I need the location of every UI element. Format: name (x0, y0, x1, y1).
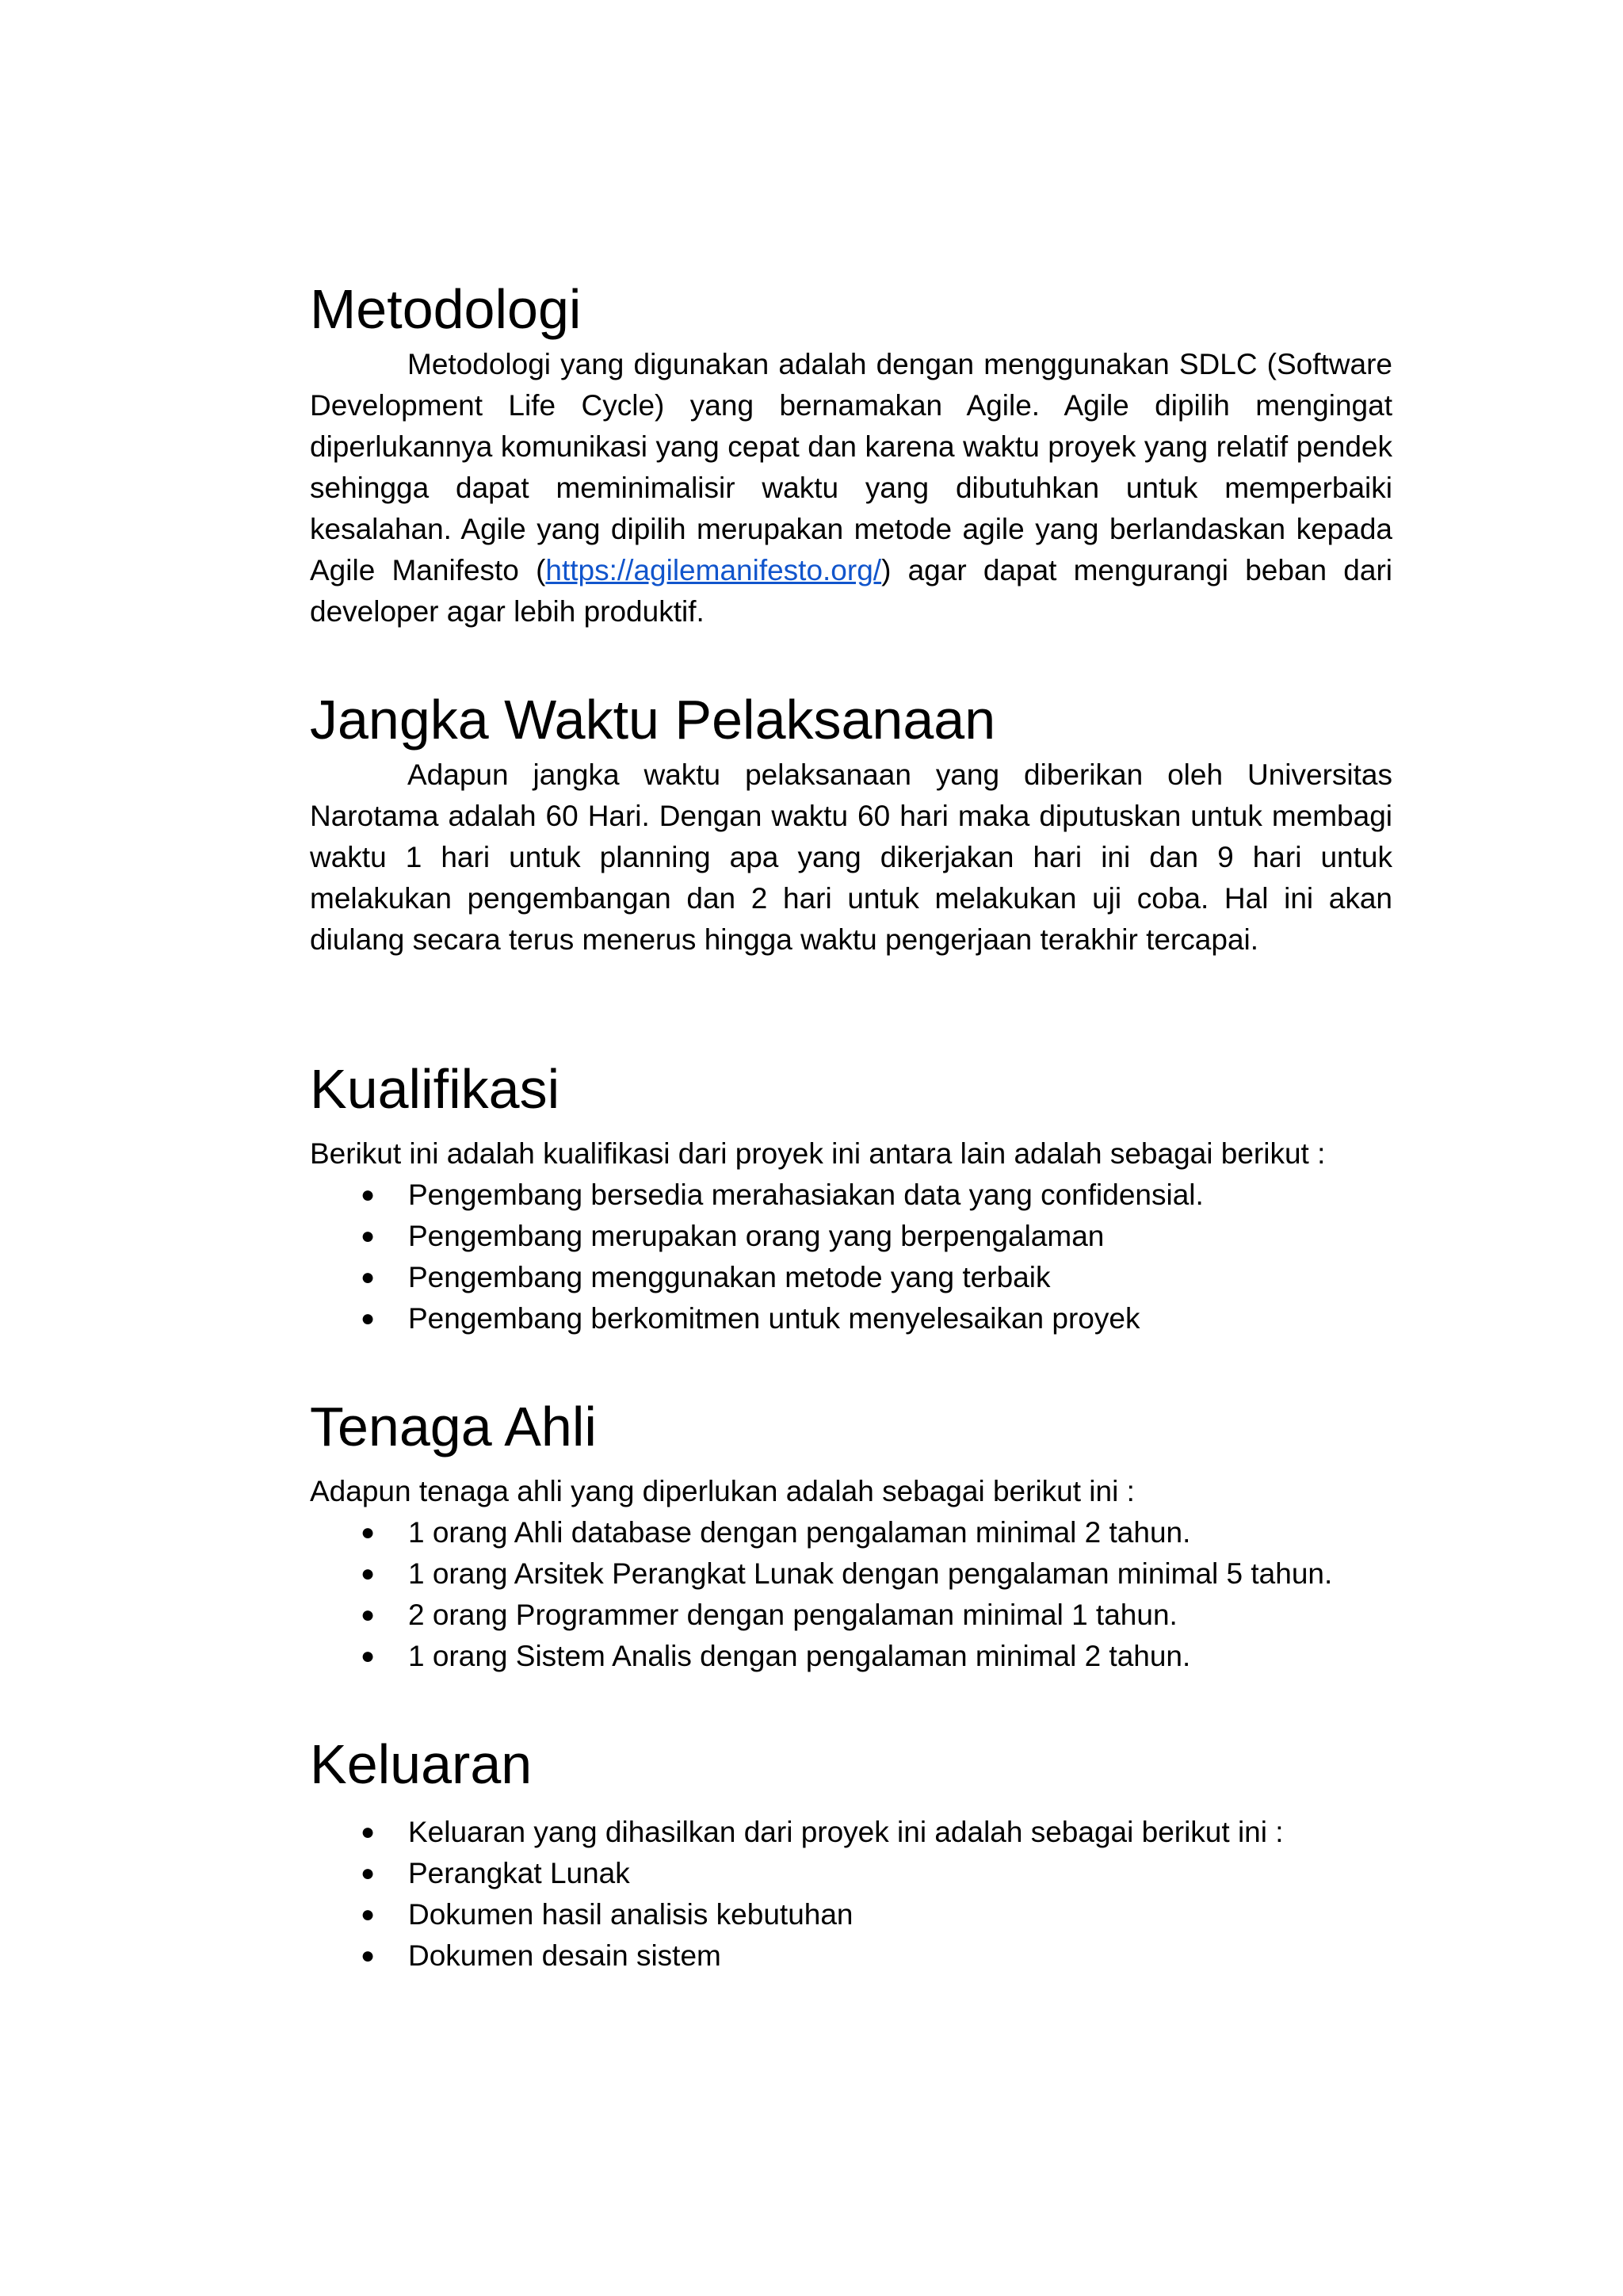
list-item (310, 1553, 1392, 1595)
section-jangka-waktu (310, 688, 1392, 961)
list-item-text: Perangkat Lunak (408, 1857, 630, 1889)
list-item (310, 1636, 1392, 1677)
bullet-icon: ● (361, 1305, 376, 1331)
bullet-icon: ● (361, 1901, 376, 1927)
section-keluaran (310, 1733, 1392, 1977)
list-item-text: Keluaran yang dihasilkan dari proyek ini adalah sebagai berikut ini : (408, 1816, 1284, 1848)
list-item-text: Pengembang bersedia merahasiakan data yang confidensial. (408, 1179, 1204, 1211)
agile-manifesto-link[interactable]: https://agilemanifesto.org/ (545, 554, 882, 586)
bullet-icon: ● (361, 1943, 376, 1969)
keluaran-list (310, 1812, 1392, 1977)
list-item (310, 1512, 1392, 1553)
bullet-icon: ● (361, 1860, 376, 1886)
bullet-icon: ● (361, 1223, 376, 1249)
bullet-icon: ● (361, 1182, 376, 1208)
kualifikasi-intro: Berikut ini adalah kualifikasi dari proyek ini antara lain adalah sebagai berikut : (310, 1137, 1326, 1170)
bullet-icon: ● (361, 1519, 376, 1545)
list-item-text: Dokumen hasil analisis kebutuhan (408, 1898, 854, 1931)
section-heading-keluaran: Keluaran (310, 1733, 533, 1795)
section-heading-tenaga-ahli: Tenaga Ahli (310, 1396, 597, 1457)
list-item-text: Pengembang menggunakan metode yang terbaik (408, 1261, 1051, 1293)
list-item (310, 1216, 1392, 1257)
bullet-icon: ● (361, 1819, 376, 1845)
section-tenaga-ahli (310, 1395, 1392, 1677)
list-item-text: 1 orang Sistem Analis dengan pengalaman minimal 2 tahun. (408, 1640, 1191, 1672)
paragraph-metodologi (310, 344, 1392, 632)
list-item (310, 1257, 1392, 1298)
bullet-icon: ● (361, 1561, 376, 1587)
bullet-icon: ● (361, 1643, 376, 1669)
kualifikasi-list (310, 1175, 1392, 1339)
list-item (310, 1935, 1392, 1977)
tenaga-ahli-intro: Adapun tenaga ahli yang diperlukan adalah sebagai berikut ini : (310, 1475, 1135, 1507)
bullet-icon: ● (361, 1602, 376, 1628)
section-heading-jangka-waktu: Jangka Waktu Pelaksanaan (310, 689, 996, 751)
list-item-text: 2 orang Programmer dengan pengalaman minimal 1 tahun. (408, 1599, 1178, 1631)
list-item-text: Pengembang berkomitmen untuk menyelesaikan proyek (408, 1302, 1140, 1335)
paragraph-metodologi-text-2: ) agar dapat mengurangi beban dari developer agar lebih produktif. (310, 554, 1392, 628)
list-item (310, 1298, 1392, 1339)
list-item-text: Pengembang merupakan orang yang berpengalaman (408, 1220, 1105, 1252)
tenaga-ahli-list (310, 1512, 1392, 1677)
paragraph-jangka-waktu: Adapun jangka waktu pelaksanaan yang diberikan oleh Universitas Narotama adalah 60 Hari. Dengan waktu 60 hari maka diputuskan untuk membagi waktu 1 hari untuk planning apa yang dikerjakan hari ini dan 9 hari untuk melakukan pengembangan dan 2 hari untuk melakukan uji coba. Hal ini akan diulang secara terus menerus hingga waktu pengerjaan terakhir tercapai. (310, 758, 1392, 956)
list-item (310, 1595, 1392, 1636)
section-kualifikasi (310, 1057, 1392, 1339)
paragraph-metodologi-text-1: Metodologi yang digunakan adalah dengan menggunakan SDLC (Software Development Life Cycle) yang bernamakan Agile. Agile dipilih mengingat diperlukannya komunikasi yang cepat dan karena waktu proyek yang relatif pendek sehingga dapat meminimalisir waktu yang dibutuhkan untuk memperbaiki kesalahan. Agile yang dipilih merupakan metode agile yang berlandaskan kepada Agile Manifesto ( (310, 348, 1392, 586)
list-item-text: 1 orang Ahli database dengan pengalaman minimal 2 tahun. (408, 1516, 1191, 1549)
list-item (310, 1812, 1392, 1853)
section-heading-metodologi: Metodologi (310, 278, 582, 340)
document-content (310, 277, 1392, 1977)
section-heading-kualifikasi: Kualifikasi (310, 1058, 560, 1120)
list-item-text: Dokumen desain sistem (408, 1939, 721, 1972)
list-item (310, 1894, 1392, 1935)
section-metodologi (310, 277, 1392, 632)
list-item (310, 1853, 1392, 1894)
bullet-icon: ● (361, 1264, 376, 1290)
list-item (310, 1175, 1392, 1216)
list-item-text: 1 orang Arsitek Perangkat Lunak dengan pengalaman minimal 5 tahun. (408, 1557, 1333, 1590)
